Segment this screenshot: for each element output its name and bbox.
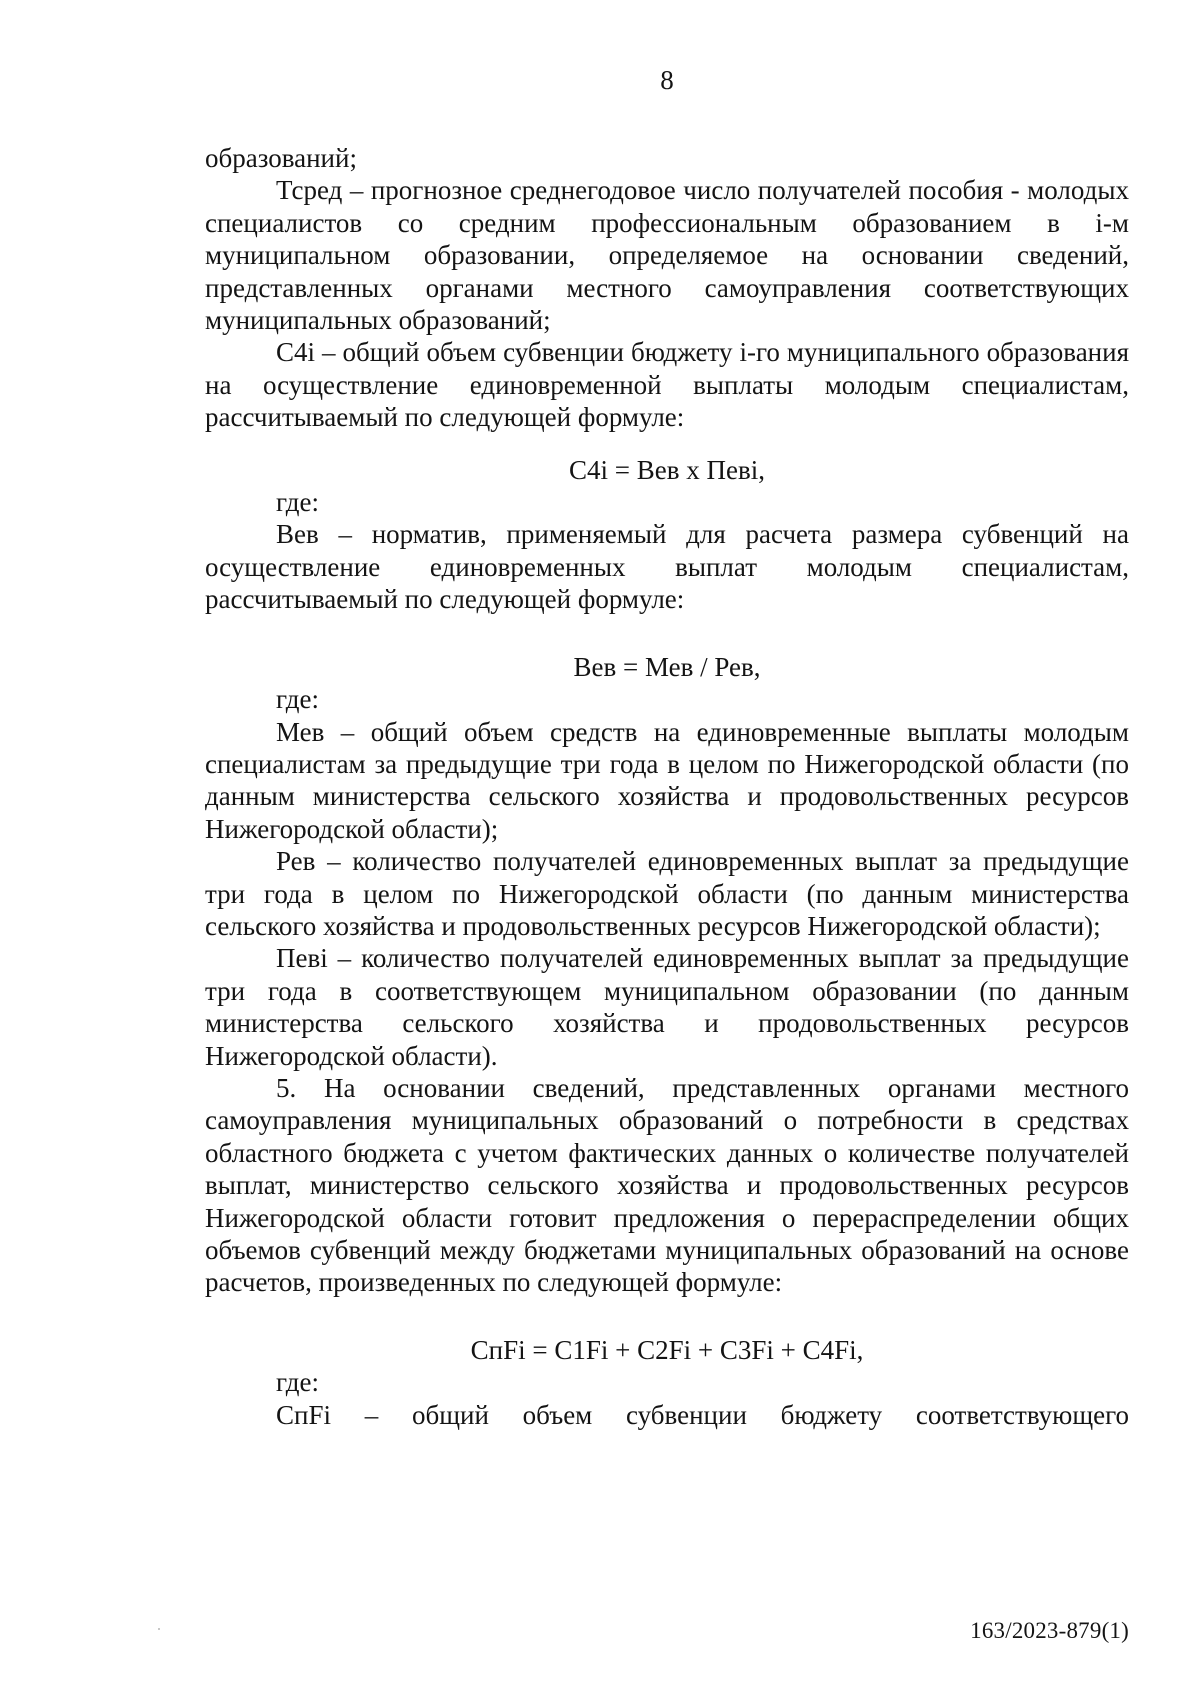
paragraph-continuation: образований; (205, 143, 357, 173)
document-code: 163/2023-879(1) (970, 1618, 1129, 1643)
paragraph-pevi-definition: Певi – количество получателей единовременных выплат за предыдущие три года в соответствующем муниципальном образовании (по данным министерства сельского хозяйства и продовольственных ресурсов Нижегородской области). (205, 943, 1129, 1071)
page-number: 8 (660, 65, 674, 95)
document-body (205, 142, 1129, 1431)
paragraph-cnfi-definition: СпFi – общий объем субвенции бюджету соответствующего (276, 1399, 1129, 1430)
paragraph-mev-definition: Мев – общий объем средств на единовременные выплаты молодым специалистам за предыдущие три года в целом по Нижегородской области (по данным министерства сельского хозяйства и продовольственных ресурсов Нижегородской области); (205, 716, 1129, 844)
where-label-2: где: (276, 684, 319, 715)
paragraph-tsred-definition: Тсред – прогнозное среднегодовое число получателей пособия - молодых специалистов со средним профессиональным образованием в i-м муниципальном образовании, определяемое на основании сведений, представленных органами местного самоуправления соответствующих муниципальных образований; (205, 175, 1129, 336)
paragraph-rev-definition: Рев – количество получателей единовременных выплат за предыдущие три года в целом по Нижегородской области (по данным министерства сельского хозяйства и продовольственных ресурсов Нижегородской области); (205, 846, 1129, 941)
formula-cnfi: СпFi = С1Fi + С2Fi + С3Fi + С4Fi, (470, 1334, 864, 1365)
formula-vev: Вев = Мев / Рев, (573, 651, 761, 682)
scan-artifact (158, 1628, 160, 1630)
paragraph-item-5: 5. На основании сведений, представленных органами местного самоуправления муниципальных образований о потребности в средствах областного бюджета с учетом фактических данных о количестве получателей выплат, министерство сельского хозяйства и продовольственных ресурсов Нижегородской области готовит предложения о перераспределении общих объемов субвенций между бюджетами муниципальных образований на основе расчетов, произведенных по следующей формуле: (205, 1072, 1129, 1298)
formula-c4i: С4i = Вев х Певi, (569, 454, 765, 485)
where-label-3: где: (276, 1367, 319, 1398)
paragraph-c4i-definition: С4i – общий объем субвенции бюджету i-го муниципального образования на осуществление единовременной выплаты молодым специалистам, рассчитываемый по следующей формуле: (205, 337, 1129, 433)
where-label-1: где: (276, 487, 319, 518)
paragraph-vev-definition: Вев – норматив, применяемый для расчета размера субвенций на осуществление единовременных выплат молодым специалистам, рассчитываемый по следующей формуле: (205, 519, 1129, 615)
